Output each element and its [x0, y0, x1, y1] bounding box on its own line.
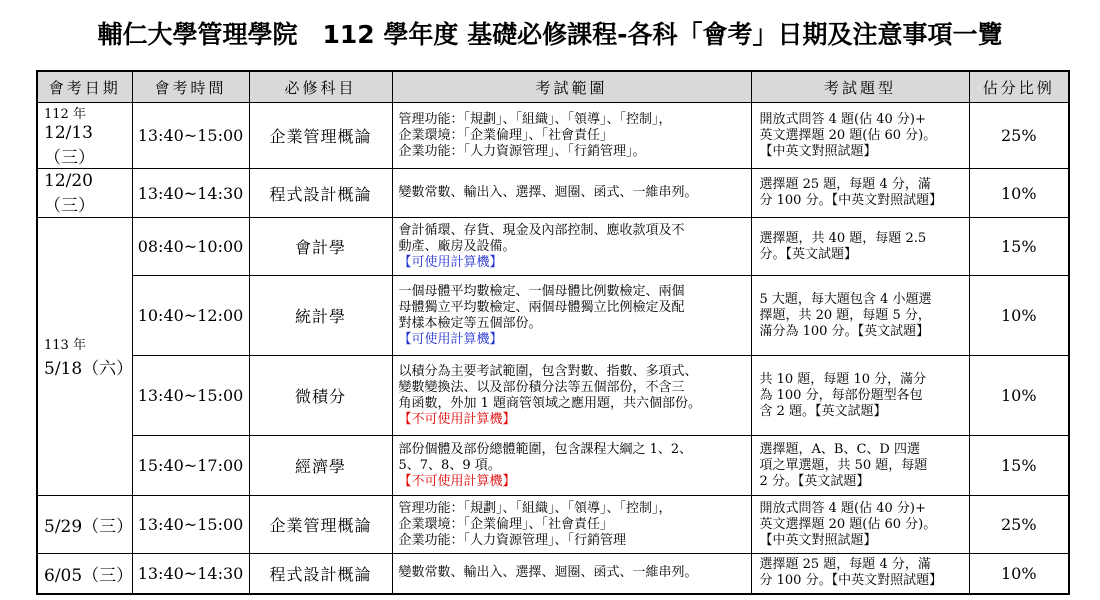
- exam-date-cell: [37, 218, 132, 496]
- exam-date: 5/29（三）: [44, 517, 134, 537]
- exam-scope: [392, 436, 751, 496]
- exam-date: 6/05（三）: [44, 565, 134, 586]
- calculator-allowed-note: 【可使用計算機】: [398, 254, 503, 270]
- subject-name: 微積分: [249, 356, 392, 436]
- subject-name: 企業管理概論: [249, 103, 392, 169]
- scope-line: 變數變換法、以及部份積分法等五個部份，不含三: [398, 379, 685, 395]
- scope-line: 企業環境：「企業倫理」、「社會責任」: [398, 127, 614, 143]
- question-type: [751, 436, 969, 496]
- question-type: [751, 218, 969, 276]
- score-weight: 25%: [969, 103, 1069, 169]
- scope-line: 會計循環、存貨、現金及內部控制、應收款項及不: [398, 222, 685, 238]
- exam-scope: [392, 169, 751, 218]
- subject-name: 統計學: [249, 276, 392, 356]
- scope-line: 企業功能：「人力資源管理」、「行銷管理」。: [398, 143, 646, 159]
- type-line: 分。【英文試題】: [759, 246, 858, 262]
- score-weight: 15%: [969, 218, 1069, 276]
- calculator-forbidden-note: 【不可使用計算機】: [398, 411, 516, 427]
- exam-schedule-table: [36, 70, 1070, 595]
- subject-name: 經濟學: [249, 436, 392, 496]
- table-row: [37, 276, 1069, 356]
- type-line: 滿分為 100 分。【英文試題】: [759, 323, 930, 339]
- exam-date: 12/13（三）: [44, 123, 95, 168]
- scope-line: 以積分為主要考試範圍，包含對數、指數、多項式、: [398, 363, 698, 379]
- exam-scope: [392, 276, 751, 356]
- scope-line: 管理功能：「規劃」、「組織」、「領導」、「控制」，: [398, 500, 672, 516]
- exam-scope: [392, 554, 751, 594]
- header-exam-date: 會考日期: [37, 71, 132, 103]
- header-subject: 必修科目: [249, 71, 392, 103]
- header-exam-scope: 考試範圍: [392, 71, 751, 103]
- type-line: 項之單選題，共 50 題，每題: [759, 457, 928, 473]
- subject-name: 程式設計概論: [249, 169, 392, 218]
- question-type: [751, 276, 969, 356]
- calculator-allowed-note: 【可使用計算機】: [398, 331, 503, 347]
- type-line: 2 分。【英文試題】: [759, 473, 870, 489]
- exam-time: 10:40~12:00: [132, 276, 249, 356]
- type-line: 含 2 題。【英文試題】: [759, 403, 887, 419]
- score-weight: 15%: [969, 436, 1069, 496]
- score-weight: 10%: [969, 169, 1069, 218]
- type-line: 共 10 題，每題 10 分，滿分: [759, 371, 927, 387]
- scope-line: 角函數，外加 1 題商管領域之應用題，共六個部份。: [398, 395, 702, 411]
- score-weight: 25%: [969, 496, 1069, 554]
- header-question-type: 考試題型: [751, 71, 969, 103]
- exam-scope: [392, 496, 751, 554]
- exam-scope: [392, 356, 751, 436]
- table-row: [37, 103, 1069, 169]
- exam-time: 13:40~15:00: [132, 356, 249, 436]
- type-line: 選擇題，共 40 題，每題 2.5: [759, 230, 927, 246]
- type-line: 【中英文對照試題】: [759, 143, 877, 159]
- type-line: 開放式問答 4 題(佔 40 分)+: [759, 111, 926, 127]
- header-score-weight: 佔分比例: [969, 71, 1069, 103]
- score-weight: 10%: [969, 554, 1069, 594]
- type-line: 英文選擇題 20 題(佔 60 分)。: [759, 127, 937, 143]
- exam-time: 15:40~17:00: [132, 436, 249, 496]
- score-weight: 10%: [969, 276, 1069, 356]
- subject-name: 程式設計概論: [249, 554, 392, 594]
- type-line: 分 100 分。【中英文對照試題】: [759, 573, 943, 589]
- table-row: [37, 554, 1069, 594]
- exam-scope: [392, 218, 751, 276]
- type-line: 開放式問答 4 題(佔 40 分)+: [759, 500, 926, 516]
- exam-date-cell: [37, 554, 132, 594]
- scope-line: 動產、廠房及設備。: [398, 238, 516, 254]
- question-type: [751, 103, 969, 169]
- header-exam-time: 會考時間: [132, 71, 249, 103]
- exam-time: 13:40~14:30: [132, 554, 249, 594]
- exam-scope: [392, 103, 751, 169]
- table-row: [37, 218, 1069, 276]
- exam-date: 12/20（三）: [44, 170, 95, 216]
- type-line: 【中英文對照試題】: [759, 532, 877, 548]
- question-type: [751, 169, 969, 218]
- scope-line: 管理功能：「規劃」、「組織」、「領導」、「控制」，: [398, 111, 672, 127]
- score-weight: 10%: [969, 356, 1069, 436]
- exam-time: 13:40~14:30: [132, 169, 249, 218]
- question-type: [751, 554, 969, 594]
- table-row: [37, 356, 1069, 436]
- question-type: [751, 496, 969, 554]
- scope-line: 母體獨立平均數檢定、兩個母體獨立比例檢定及配: [398, 299, 685, 315]
- page-title: 輔仁大學管理學院 112 學年度 基礎必修課程-各科「會考」日期及注意事項一覽: [97, 20, 1003, 49]
- subject-name: 會計學: [249, 218, 392, 276]
- scope-line: 變數常數、輸出入、選擇、迴圈、函式、一維串列。: [398, 565, 698, 581]
- type-line: 擇題，共 20 題，每題 5 分，: [759, 307, 931, 323]
- exam-time: 13:40~15:00: [132, 496, 249, 554]
- calculator-forbidden-note: 【不可使用計算機】: [398, 473, 516, 489]
- exam-date: 5/18（六）: [44, 359, 134, 379]
- exam-date-cell: [37, 496, 132, 554]
- header-row: [37, 71, 1069, 103]
- type-line: 英文選擇題 20 題(佔 60 分)。: [759, 516, 937, 532]
- table-row: [37, 169, 1069, 218]
- exam-year: 113 年: [44, 338, 86, 353]
- type-line: 選擇題，A、B、C、D 四選: [759, 441, 920, 457]
- scope-line: 對樣本檢定等五個部份。: [398, 315, 542, 331]
- question-type: [751, 356, 969, 436]
- type-line: 分 100 分。【中英文對照試題】: [759, 193, 943, 208]
- table-row: [37, 496, 1069, 554]
- scope-line: 5、7、8、9 項。: [398, 457, 501, 473]
- type-line: 選擇題 25 題，每題 4 分，滿: [759, 557, 931, 573]
- type-line: 為 100 分，每部份題型各包: [759, 387, 923, 403]
- exam-year: 112 年: [44, 107, 86, 122]
- type-line: 選擇題 25 題，每題 4 分，滿: [759, 177, 931, 192]
- scope-line: 一個母體平均數檢定、一個母體比例數檢定、兩個: [398, 283, 685, 299]
- exam-time: 13:40~15:00: [132, 103, 249, 169]
- scope-line: 企業環境：「企業倫理」、「社會責任」: [398, 516, 614, 532]
- subject-name: 企業管理概論: [249, 496, 392, 554]
- scope-line: 變數常數、輸出入、選擇、迴圈、函式、一維串列。: [398, 185, 698, 200]
- exam-date-cell: [37, 103, 132, 169]
- scope-line: 企業功能：「人力資源管理」、「行銷管理: [398, 532, 627, 548]
- type-line: 5 大題，每大題包含 4 小題選: [759, 291, 932, 307]
- exam-date-cell: [37, 169, 132, 218]
- scope-line: 部份個體及部份總體範圍，包含課程大綱之 1、2、: [398, 441, 693, 457]
- table-row: [37, 436, 1069, 496]
- exam-time: 08:40~10:00: [132, 218, 249, 276]
